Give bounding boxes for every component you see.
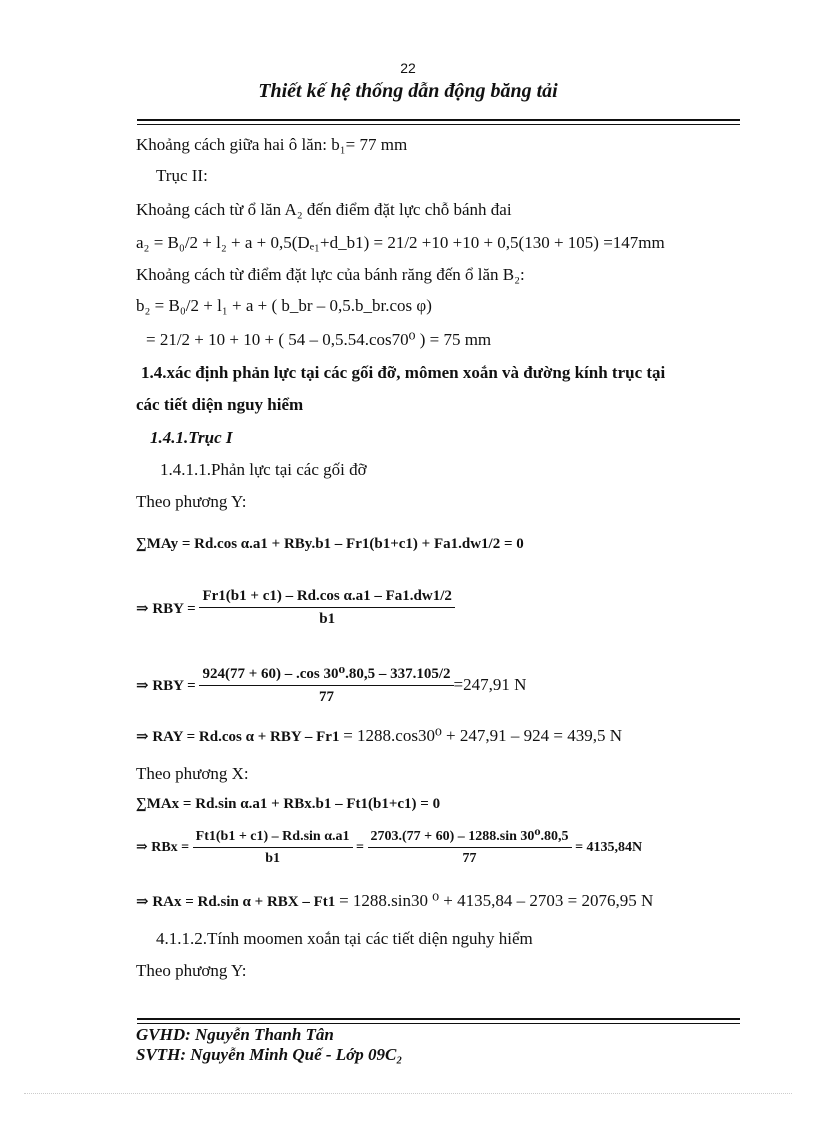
equation-result: = 1288.cos30⁰ + 247,91 – 924 = 439,5 N: [343, 726, 622, 745]
equation-lhs: ⇒ RBY =: [136, 600, 196, 617]
footer-student: SVTH: Nguyễn Minh Quế - Lớp 09C₂: [136, 1045, 403, 1064]
footer-rule: [137, 1018, 740, 1020]
page-edge-divider: [24, 1093, 792, 1094]
equation-rby-values: [136, 664, 526, 706]
equation-lhs: ⇒ RBY =: [136, 677, 196, 694]
text-line: Theo phương X:: [136, 764, 249, 783]
text-line: Khoảng cách từ điểm đặt lực của bánh răng đến ổ lăn B₂:: [136, 265, 525, 284]
equation-ray: [136, 726, 622, 746]
equation-expression: ⇒ RAY = Rd.cos α + RBY – Fr1: [136, 729, 340, 745]
page-title: Thiết kế hệ thống dẫn động băng tải: [258, 80, 558, 102]
equation-moment-x: ∑MAx = Rd.sin α.a1 + RBx.b1 – Ft1(b1+c1) = 0: [136, 796, 441, 812]
equation-result: = 1288.sin30 ⁰ + 4135,84 – 2703 = 2076,95 N: [339, 891, 654, 910]
text-line: b₂ = B₀/2 + l₁ + a + ( b_br – 0,5.b_br.cos φ): [136, 296, 432, 315]
header-rule: [137, 119, 740, 121]
header-rule-thin: [137, 124, 740, 125]
equation-result: =247,91 N: [453, 675, 527, 694]
equation-expression: ⇒ RAx = Rd.sin α + RBX – Ft1: [136, 894, 336, 910]
fraction: [193, 829, 353, 867]
fraction: [199, 588, 454, 628]
page-number: 22: [400, 60, 416, 76]
equation-lhs: ⇒ RBx =: [136, 840, 190, 855]
fraction-numerator: 924(77 + 60) – .cos 30⁰.80,5 – 337.105/2: [202, 666, 451, 682]
fraction-denominator: b1: [193, 847, 353, 867]
text-line: a₂ = B₀/2 + l₂ + a + 0,5(Dₑ₁+d_b1) = 21/2 +10 +10 + 0,5(130 + 105) =147mm: [136, 233, 665, 252]
section-heading-cont: các tiết diện nguy hiểm: [136, 395, 304, 414]
fraction-denominator: 77: [368, 847, 572, 867]
section-heading: 1.4.xác định phản lực tại các gối đỡ, mômen xoắn và đường kính trục tại: [141, 363, 666, 382]
fraction-denominator: 77: [199, 685, 453, 706]
equation-rax: [136, 891, 653, 911]
equation-rby: [136, 588, 455, 628]
text-line: Khoảng cách từ ổ lăn A₂ đến điểm đặt lực chỗ bánh đai: [136, 200, 512, 219]
fraction-numerator: Fr1(b1 + c1) – Rd.cos α.a1 – Fa1.dw1/2: [202, 588, 452, 604]
subsubsection-heading: 4.1.1.2.Tính moomen xoắn tại các tiết diện nguhy hiểm: [156, 929, 533, 948]
fraction-values: [368, 828, 572, 867]
fraction-numerator: 2703.(77 + 60) – 1288.sin 30⁰.80,5: [370, 829, 569, 844]
subsubsection-heading: 1.4.1.1.Phản lực tại các gối đỡ: [160, 460, 367, 479]
text-line: Trục II:: [156, 166, 208, 185]
footer-supervisor: GVHD: Nguyễn Thanh Tân: [136, 1025, 334, 1044]
fraction-numerator: Ft1(b1 + c1) – Rd.sin α.a1: [195, 828, 350, 844]
equation-rbx: ⇒ RBx = $\frac{\text{Ft1(b1 + c1) – Rd.sin α.a1}}{b1}$ = $\frac{\text{2703.(77 + 60) – 1288.sin 30⁰.80,5}}{77}$ = 4135,84N: [136, 828, 643, 866]
footer-rule-thin: [137, 1023, 740, 1024]
text-line: = 21/2 + 10 + 10 + ( 54 – 0,5.54.cos70⁰ ) = 75 mm: [146, 330, 492, 349]
text-line: Theo phương Y:: [136, 961, 247, 980]
fraction-denominator: b1: [199, 607, 454, 628]
subsection-heading: 1.4.1.Trục I: [150, 428, 233, 447]
equation-moment-y: ∑MAy = Rd.cos α.a1 + RBy.b1 – Fr1(b1+c1) + Fa1.dw1/2 = 0: [136, 536, 524, 552]
text-line: Khoảng cách giữa hai ô lăn: b₁= 77 mm: [136, 135, 408, 154]
text-line: Theo phương Y:: [136, 492, 247, 511]
fraction: [199, 664, 453, 706]
equation-result: = 4135,84N: [575, 839, 643, 855]
